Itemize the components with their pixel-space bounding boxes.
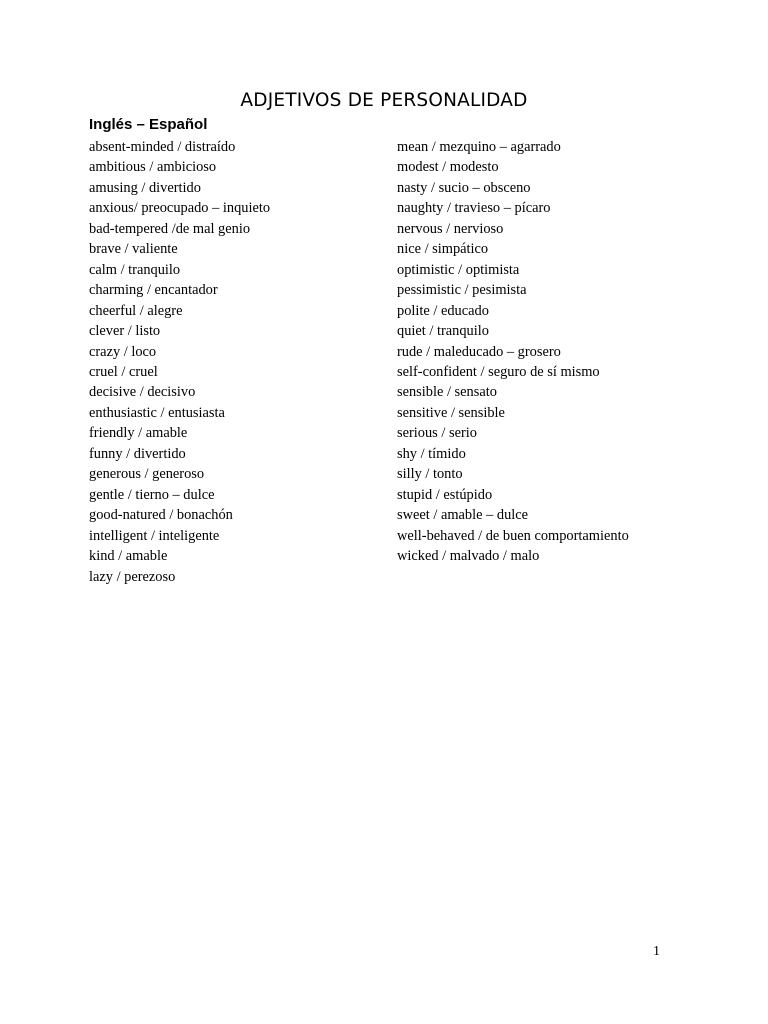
adjective-pair: bad-tempered /de mal genio: [89, 220, 251, 237]
adjective-pair: nice / simpático: [397, 241, 489, 258]
adjective-pair: well-behaved / de buen comportamiento: [397, 527, 629, 544]
adjective-pair: rude / maleducado – grosero: [397, 343, 561, 360]
page-number: 1: [653, 944, 660, 959]
adjective-pair: good-natured / bonachón: [89, 507, 233, 524]
adjective-pair: generous / generoso: [89, 466, 205, 483]
adjective-pair: cruel / cruel: [89, 363, 158, 380]
adjective-pair: optimistic / optimista: [397, 261, 520, 278]
adjective-pair: polite / educado: [397, 302, 489, 319]
adjective-pair: kind / amable: [89, 548, 168, 565]
adjective-pair: charming / encantador: [89, 282, 218, 299]
adjective-pair: ambitious / ambicioso: [89, 159, 217, 176]
adjective-pair: crazy / loco: [89, 343, 157, 360]
adjective-pair: sweet / amable – dulce: [397, 507, 529, 524]
adjective-pair: self-confident / seguro de sí mismo: [397, 363, 600, 380]
adjective-pair: nervous / nervioso: [397, 220, 504, 237]
adjective-pair: mean / mezquino – agarrado: [397, 139, 561, 155]
adjective-pair: sensible / sensato: [397, 384, 497, 401]
adjective-pair: wicked / malvado / malo: [397, 548, 540, 565]
adjective-pair: clever / listo: [89, 323, 161, 340]
adjective-pair: enthusiastic / entusiasta: [89, 404, 225, 421]
adjective-pair: quiet / tranquilo: [397, 323, 489, 340]
adjective-pair: intelligent / inteligente: [89, 527, 220, 544]
adjective-pair: decisive / decisivo: [89, 384, 196, 401]
adjective-pair: modest / modesto: [397, 159, 499, 176]
adjective-pair: silly / tonto: [397, 466, 463, 483]
adjective-list-right: [397, 137, 629, 567]
adjective-pair: brave / valiente: [89, 241, 178, 258]
adjective-pair: lazy / perezoso: [89, 568, 176, 585]
adjective-pair: cheerful / alegre: [89, 302, 183, 319]
adjective-pair: funny / divertido: [89, 445, 186, 462]
adjective-pair: naughty / travieso – pícaro: [397, 200, 551, 217]
adjective-pair: anxious/ preocupado – inquieto: [89, 200, 271, 217]
adjective-pair: shy / tímido: [397, 445, 466, 462]
adjective-pair: sensitive / sensible: [397, 404, 505, 421]
adjective-pair: pessimistic / pesimista: [397, 282, 527, 299]
document-subtitle: Inglés – Español: [89, 116, 208, 133]
adjective-pair: serious / serio: [397, 425, 477, 442]
adjective-pair: amusing / divertido: [89, 179, 201, 196]
adjective-pair: nasty / sucio – obsceno: [397, 179, 531, 196]
adjective-list-left: [89, 137, 270, 587]
adjective-pair: absent-minded / distraído: [89, 139, 236, 155]
adjective-pair: calm / tranquilo: [89, 261, 181, 278]
adjective-pair: friendly / amable: [89, 425, 188, 442]
adjective-pair: gentle / tierno – dulce: [89, 486, 215, 503]
adjective-pair: stupid / estúpido: [397, 486, 493, 503]
document-title: ADJETIVOS DE PERSONALIDAD: [240, 90, 528, 111]
